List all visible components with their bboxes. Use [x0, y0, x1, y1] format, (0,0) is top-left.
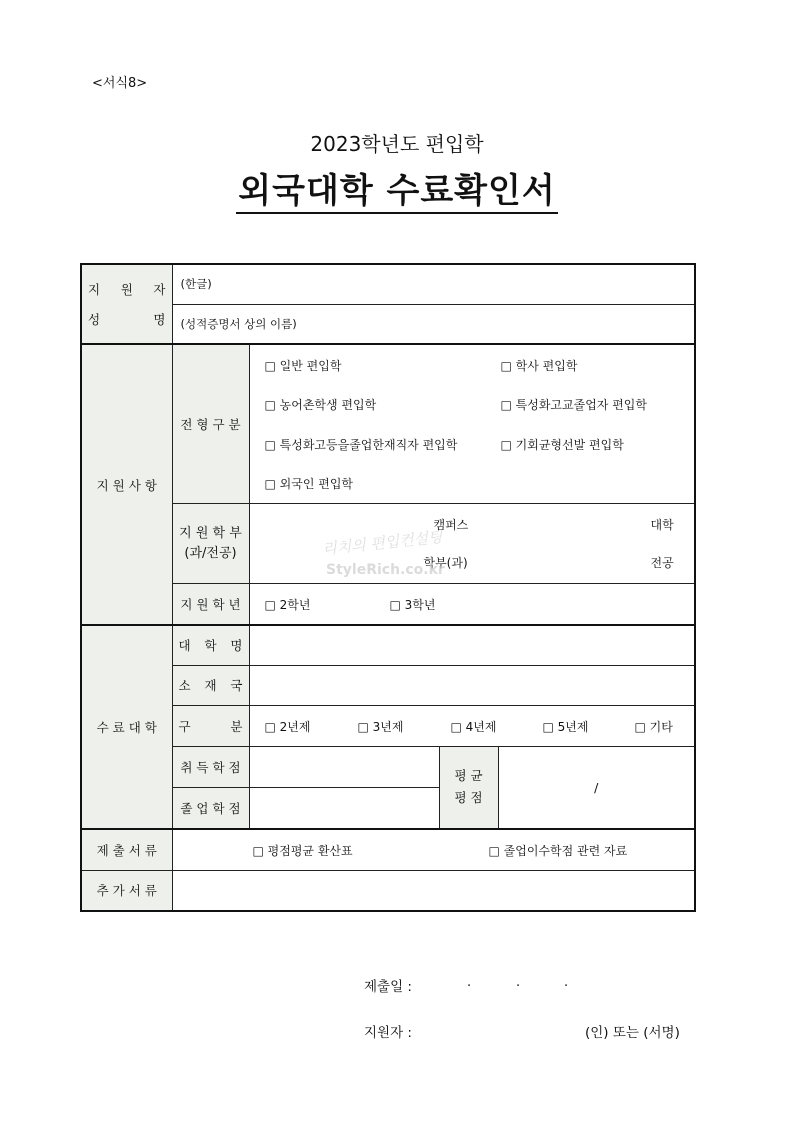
division-3yr[interactable]: □ 3년제	[357, 719, 404, 734]
graduation-credits-field[interactable]	[249, 787, 439, 829]
country-label: 소 재 국	[172, 665, 249, 705]
admission-type-bachelor[interactable]: □ 학사 편입학	[500, 359, 578, 373]
date-dot-3: .	[564, 975, 569, 990]
korean-name-field[interactable]	[172, 264, 695, 304]
earned-credits-field[interactable]	[249, 746, 439, 787]
department-label: 지 원 학 부 (과/전공)	[172, 504, 249, 584]
university-name-field[interactable]	[249, 625, 695, 665]
division-other[interactable]: □ 기타	[634, 719, 673, 734]
country-field[interactable]	[249, 665, 695, 705]
division-2yr[interactable]: □ 2년제	[264, 719, 311, 734]
grade-options	[249, 584, 695, 626]
signature-hint: (인) 또는 (서명)	[585, 1025, 680, 1041]
date-dot-1: .	[467, 975, 472, 990]
korean-name-hint: (한글)	[180, 277, 212, 292]
grade-3-checkbox[interactable]: □ 3학년	[389, 598, 436, 612]
gpa-label: 평 균 평 점	[439, 746, 498, 829]
completion-section-label: 수 료 대 학	[81, 625, 172, 829]
admission-type-equity[interactable]: □ 기회균형선발 편입학	[500, 438, 624, 452]
department-field[interactable]	[249, 504, 695, 584]
doc-graduation-credits[interactable]: □ 졸업이수학점 관련 자료	[488, 844, 628, 858]
documents-label: 제 출 서 류	[81, 829, 172, 871]
division-4yr[interactable]: □ 4년제	[450, 719, 497, 734]
doc-gpa-conversion[interactable]: □ 평점평균 환산표	[252, 844, 353, 858]
division-5yr[interactable]: □ 5년제	[542, 719, 589, 734]
admission-type-general[interactable]: □ 일반 편입학	[264, 359, 342, 373]
major-text: 전공	[650, 556, 674, 570]
applicant-sign-label: 지원자 :	[364, 1025, 412, 1041]
watermark-text: 리치의 편입컨설팅	[321, 527, 444, 559]
gpa-separator: /	[594, 779, 599, 795]
campus-text: 캠퍼스	[433, 518, 469, 532]
extra-documents-field[interactable]	[172, 871, 695, 911]
application-section-label: 지 원 사 항	[81, 344, 172, 625]
grade-2-checkbox[interactable]: □ 2학년	[264, 598, 311, 612]
documents-options	[172, 829, 695, 871]
graduation-credits-label: 졸 업 학 점	[172, 787, 249, 829]
admission-type-vocational[interactable]: □ 특성화고교졸업자 편입학	[500, 398, 647, 412]
division-label: 구 분	[172, 705, 249, 746]
applicant-name-label: 지 원 자 성 명	[81, 264, 172, 344]
admission-type-employed[interactable]: □ 특성화고등을졸업한재직자 편입학	[264, 438, 458, 452]
extra-documents-label: 추 가 서 류	[81, 871, 172, 911]
university-name-label: 대 학 명	[172, 625, 249, 665]
document-title: 외국대학 수료확인서	[0, 163, 794, 212]
faculty-text: 학부(과)	[423, 556, 468, 570]
college-text: 대학	[650, 518, 674, 532]
admission-type-label: 전 형 구 분	[172, 344, 249, 504]
gpa-field[interactable]	[498, 746, 695, 829]
admission-type-foreigner[interactable]: □ 외국인 편입학	[264, 477, 354, 491]
document-subtitle: 2023학년도 편입학	[310, 132, 484, 156]
application-form-table	[80, 263, 696, 912]
admission-type-options	[249, 344, 695, 504]
transcript-name-hint: (성적증명서 상의 이름)	[180, 316, 297, 331]
division-options	[249, 705, 695, 746]
earned-credits-label: 취 득 학 점	[172, 746, 249, 787]
submission-date-label: 제출일 :	[364, 979, 412, 995]
form-number: <서식8>	[92, 76, 148, 91]
grade-label: 지 원 학 년	[172, 584, 249, 626]
transcript-name-field[interactable]	[172, 304, 695, 344]
watermark-url: StyleRich.co.kr	[326, 562, 445, 578]
admission-type-rural[interactable]: □ 농어촌학생 편입학	[264, 398, 377, 412]
date-dot-2: .	[516, 975, 521, 990]
